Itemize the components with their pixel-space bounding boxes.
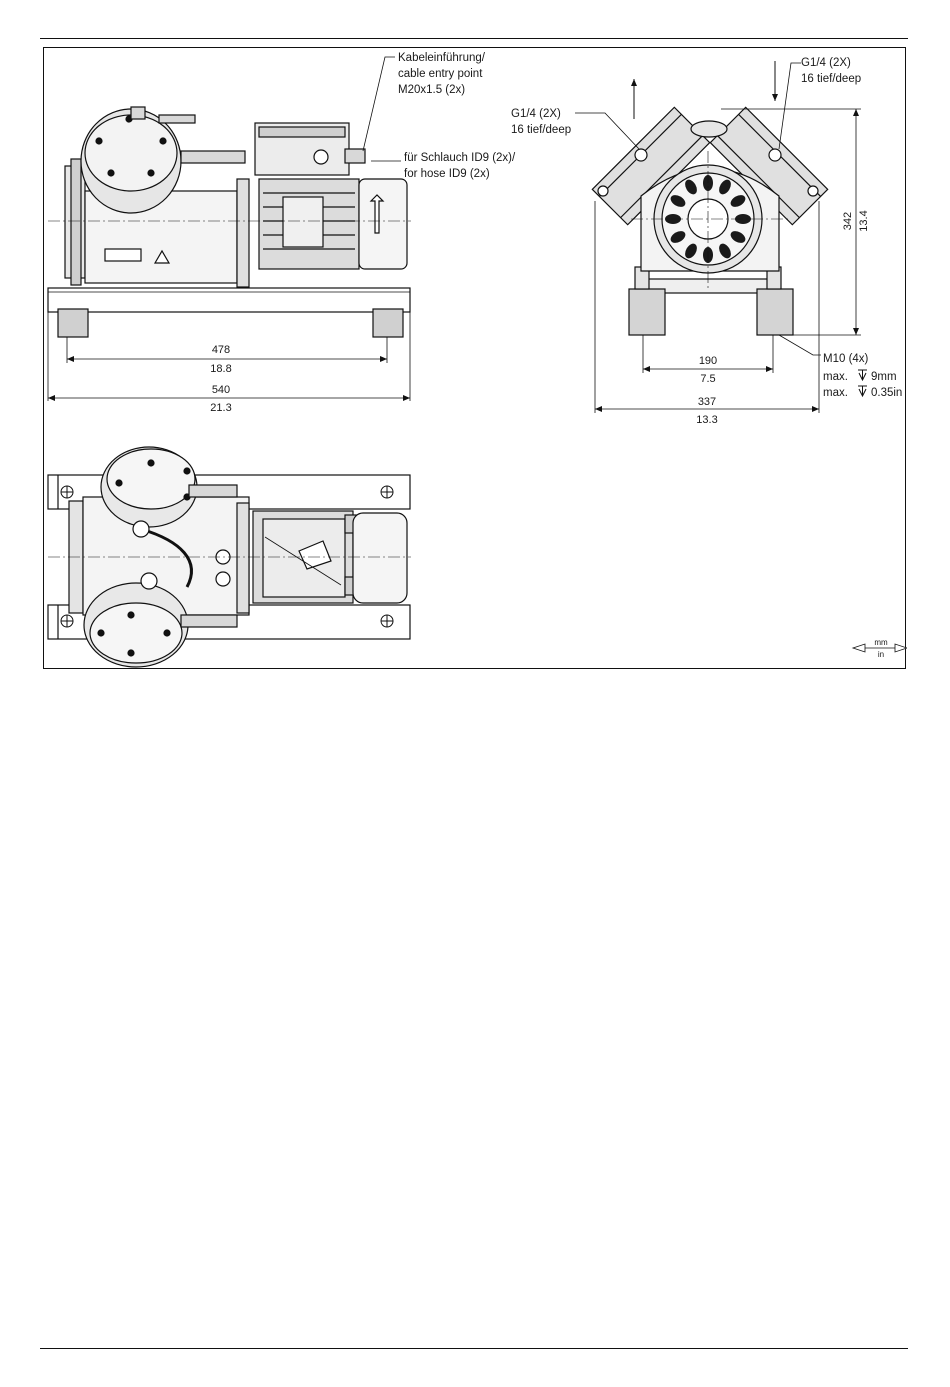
- height-in: 13.4: [858, 210, 870, 232]
- port-left-label-1: G1/4 (2X): [511, 108, 561, 120]
- side-total-in: 21.3: [210, 402, 232, 414]
- port-right-label-2: 16 tief/deep: [801, 73, 862, 85]
- mount-label-depth-mm: 9mm: [871, 371, 897, 383]
- unit-in: in: [877, 650, 885, 659]
- front-total-mm: 337: [697, 396, 717, 408]
- cable-entry-label-2: cable entry point: [398, 68, 483, 80]
- port-right-label-1: G1/4 (2X): [801, 57, 851, 69]
- port-left-label-2: 16 tief/deep: [511, 124, 572, 136]
- mount-label-max-mm: max.: [823, 371, 848, 383]
- side-inner-in: 18.8: [210, 363, 232, 375]
- side-total-mm: 540: [211, 384, 231, 396]
- cable-entry-label-1: Kabeleinführung/: [398, 52, 485, 64]
- bottom-rule: [40, 1348, 908, 1349]
- front-view: [575, 61, 861, 413]
- mount-label-max-in: max.: [823, 387, 848, 399]
- front-inner-mm: 190: [698, 355, 718, 367]
- front-total-in: 13.3: [696, 414, 718, 426]
- depth-symbol-icon: [858, 370, 867, 396]
- front-inner-in: 7.5: [700, 373, 716, 385]
- top-view: [48, 447, 411, 667]
- unit-legend: [853, 638, 907, 659]
- unit-mm: mm: [874, 638, 888, 647]
- hose-label-2: for hose ID9 (2x): [404, 168, 490, 180]
- height-mm: 342: [842, 211, 854, 231]
- technical-drawing: [44, 48, 907, 670]
- mount-label-depth-in: 0.35in: [871, 387, 903, 399]
- drawing-frame: [43, 47, 906, 669]
- top-rule: [40, 38, 908, 39]
- cable-entry-label-3: M20x1.5 (2x): [398, 84, 466, 96]
- side-inner-mm: 478: [211, 344, 231, 356]
- mount-label-thread: M10 (4x): [823, 353, 869, 365]
- hose-label-1: für Schlauch ID9 (2x)/: [404, 152, 516, 164]
